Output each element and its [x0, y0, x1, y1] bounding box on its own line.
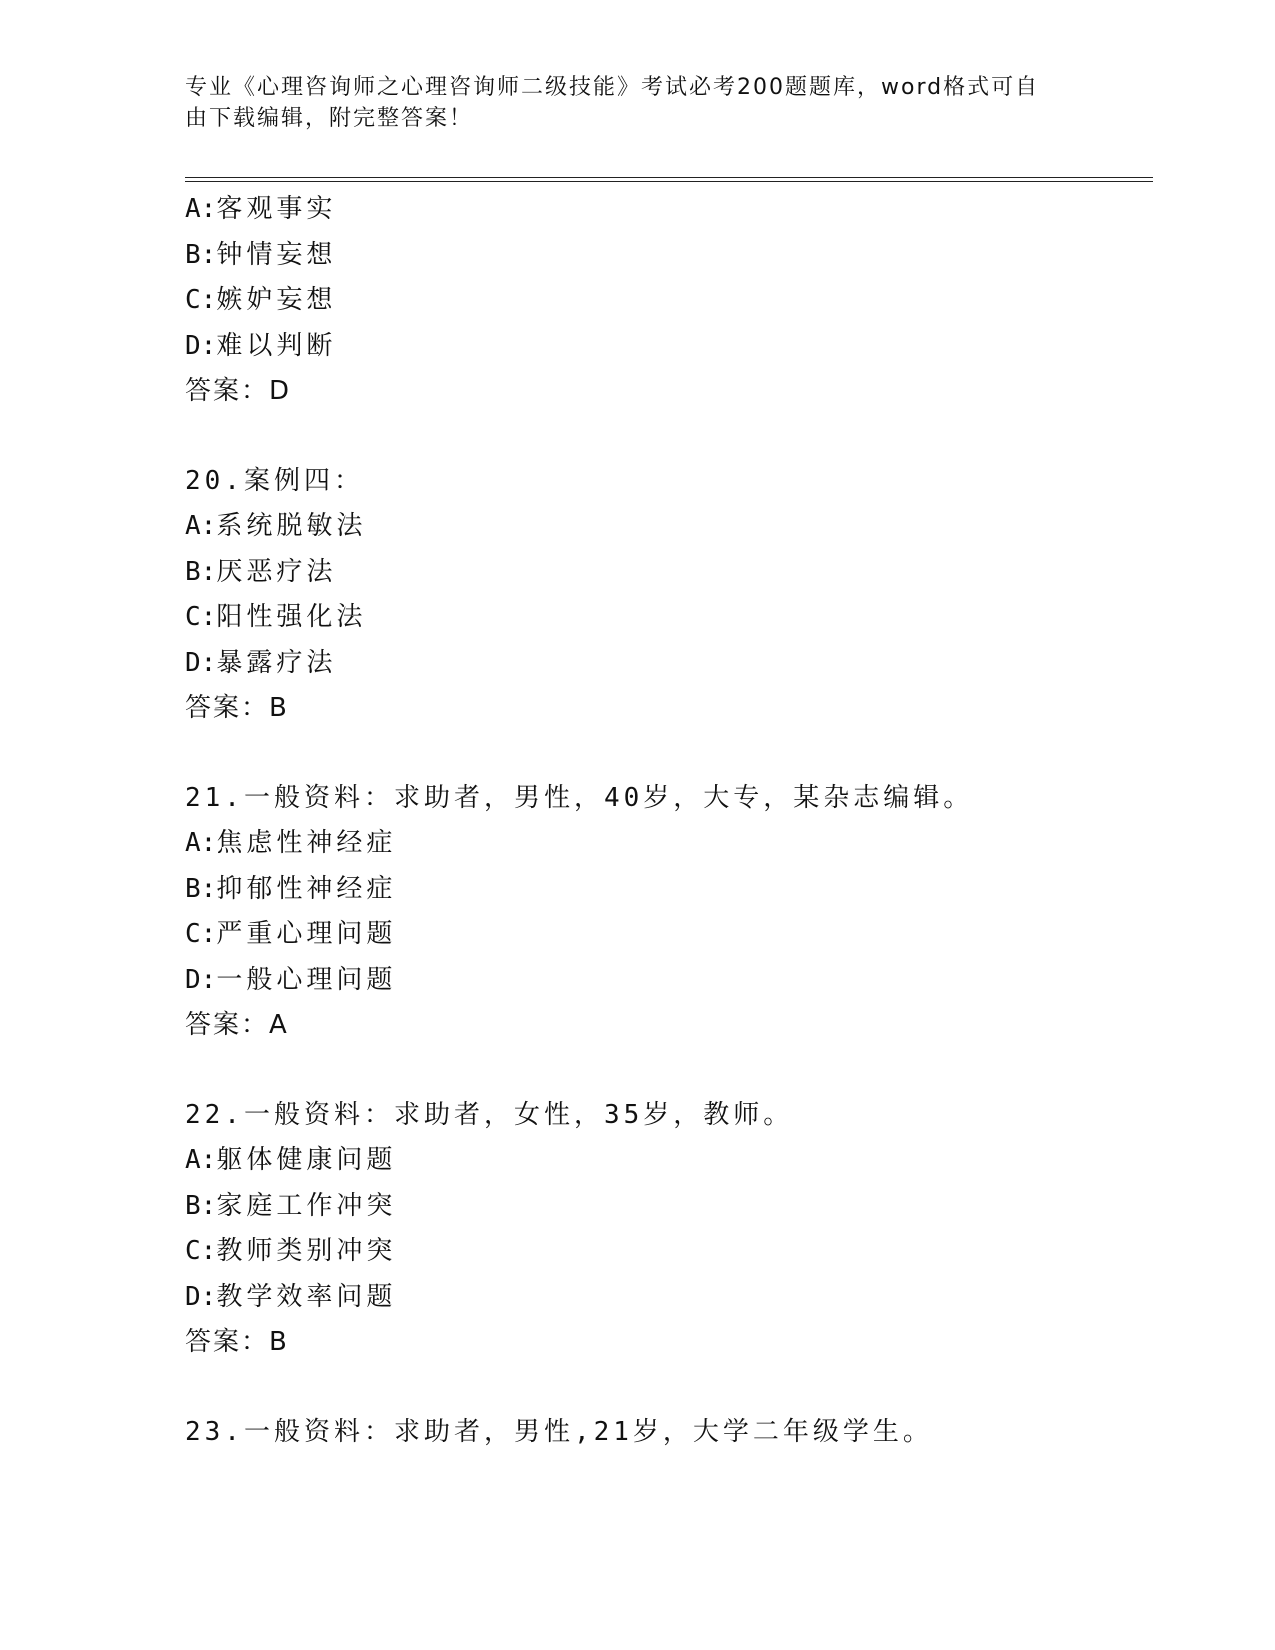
header-divider-bottom: [185, 181, 1153, 182]
header-line-1: 专业《心理咨询师之心理咨询师二级技能》考试必考200题题库，word格式可自: [185, 75, 1040, 100]
question-21: 21.一般资料：求助者，男性，40岁，大专，某杂志编辑。: [185, 782, 974, 813]
question-22: 22.一般资料：求助者，女性，35岁，教师。: [185, 1099, 794, 1130]
option-a: A:躯体健康问题: [185, 1145, 397, 1175]
header-divider-top: [185, 177, 1153, 178]
option-d: D:教学效率问题: [185, 1281, 397, 1312]
option-d: D:暴露疗法: [185, 647, 337, 678]
question-23: 23.一般资料：求助者，男性,21岁，大学二年级学生。: [185, 1416, 933, 1447]
option-d: D:一般心理问题: [185, 964, 397, 995]
option-b: B:钟情妄想: [185, 239, 337, 270]
option-a: A:系统脱敏法: [185, 511, 367, 541]
option-b: B:抑郁性神经症: [185, 873, 397, 904]
option-b: B:家庭工作冲突: [185, 1190, 397, 1221]
option-d: D:难以判断: [185, 330, 337, 361]
answer-line: 答案：A: [185, 1010, 289, 1040]
option-b: B:厌恶疗法: [185, 556, 337, 587]
option-c: C:教师类别冲突: [185, 1236, 397, 1266]
question-list: [185, 187, 1145, 1455]
header-line-2: 由下载编辑，附完整答案！: [185, 106, 474, 131]
answer-line: 答案：B: [185, 1327, 289, 1357]
answer-line: 答案：D: [185, 376, 292, 406]
option-c: C:阳性强化法: [185, 602, 367, 632]
option-a: A:客观事实: [185, 194, 337, 224]
question-20: 20.案例四：: [185, 465, 364, 496]
answer-line: 答案：B: [185, 693, 289, 723]
option-c: C:严重心理问题: [185, 919, 397, 949]
option-c: C:嫉妒妄想: [185, 285, 337, 315]
document-header: [185, 72, 1065, 134]
option-a: A:焦虑性神经症: [185, 828, 397, 858]
